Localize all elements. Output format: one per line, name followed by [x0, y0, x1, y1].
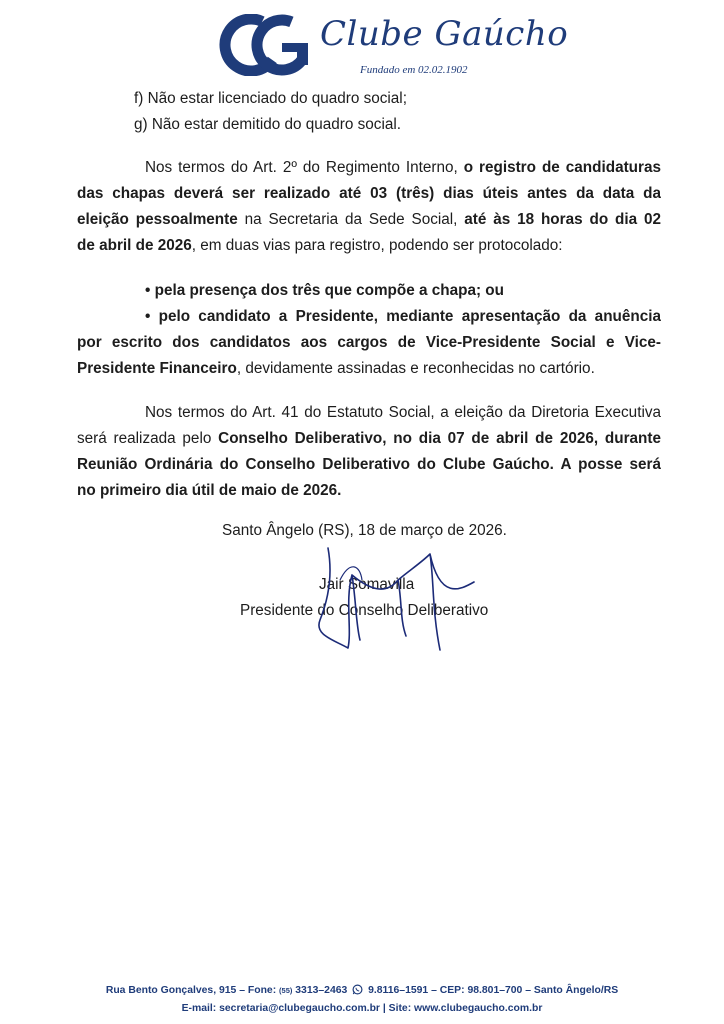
p3-line-4: no primeiro dia útil de maio de 2026. [77, 482, 342, 499]
brand-name: Clube Gaúcho [320, 14, 569, 54]
letterhead [0, 0, 724, 85]
p1-line-1: Nos termos do Art. 2º do Regimento Interno, o registro de candidaturas [145, 159, 661, 176]
bullet-2-line-3: Presidente Financeiro, devidamente assinadas e reconhecidas no cartório. [77, 360, 595, 377]
closing-date: Santo Ângelo (RS), 18 de março de 2026. [222, 522, 507, 539]
item-g: g) Não estar demitido do quadro social. [134, 116, 401, 133]
bullet-2-line-2: por escrito dos candidatos aos cargos de Vice-Presidente Social e Vice- [77, 334, 661, 351]
signatory-name: Jair Somavilla [319, 576, 415, 593]
footer-address: Rua Bento Gonçalves, 915 – Fone: (55) 3313–2463 9.8116–1591 – CEP: 98.801–700 – Santo Ângelo/RS [105, 985, 619, 996]
p3-line-2: será realizada pelo Conselho Deliberativo, no dia 07 de abril de 2026, durante [77, 430, 661, 447]
p1-line-4: de abril de 2026, em duas vias para registro, podendo ser protocolado: [77, 237, 563, 254]
paragraph-election [77, 400, 661, 504]
whatsapp-icon [352, 984, 363, 995]
cg-monogram-icon [218, 14, 318, 76]
paragraph-protocol-options [77, 278, 661, 382]
p1-line-2: das chapas deverá ser realizado até 03 (três) dias úteis antes da data da [77, 185, 661, 202]
p3-line-1: Nos termos do Art. 41 do Estatuto Social, a eleição da Diretoria Executiva [145, 404, 661, 421]
bullet-2-line-1: • pelo candidato a Presidente, mediante apresentação da anuência [145, 308, 661, 325]
founded-date: Fundado em 02.02.1902 [360, 64, 468, 76]
paragraph-registration [77, 155, 661, 259]
bullet-1: • pela presença dos três que compõe a chapa; ou [145, 282, 504, 299]
handwritten-signature [290, 540, 500, 660]
signatory-role: Presidente do Conselho Deliberativo [240, 602, 489, 619]
footer-contact: E-mail: secretaria@clubegaucho.com.br | Site: www.clubegaucho.com.br [181, 1003, 543, 1014]
p3-line-3: Reunião Ordinária do Conselho Deliberativo do Clube Gaúcho. A posse será [77, 456, 661, 473]
p1-line-3: eleição pessoalmente na Secretaria da Sede Social, até às 18 horas do dia 02 [77, 211, 661, 228]
item-f: f) Não estar licenciado do quadro social; [134, 90, 407, 107]
